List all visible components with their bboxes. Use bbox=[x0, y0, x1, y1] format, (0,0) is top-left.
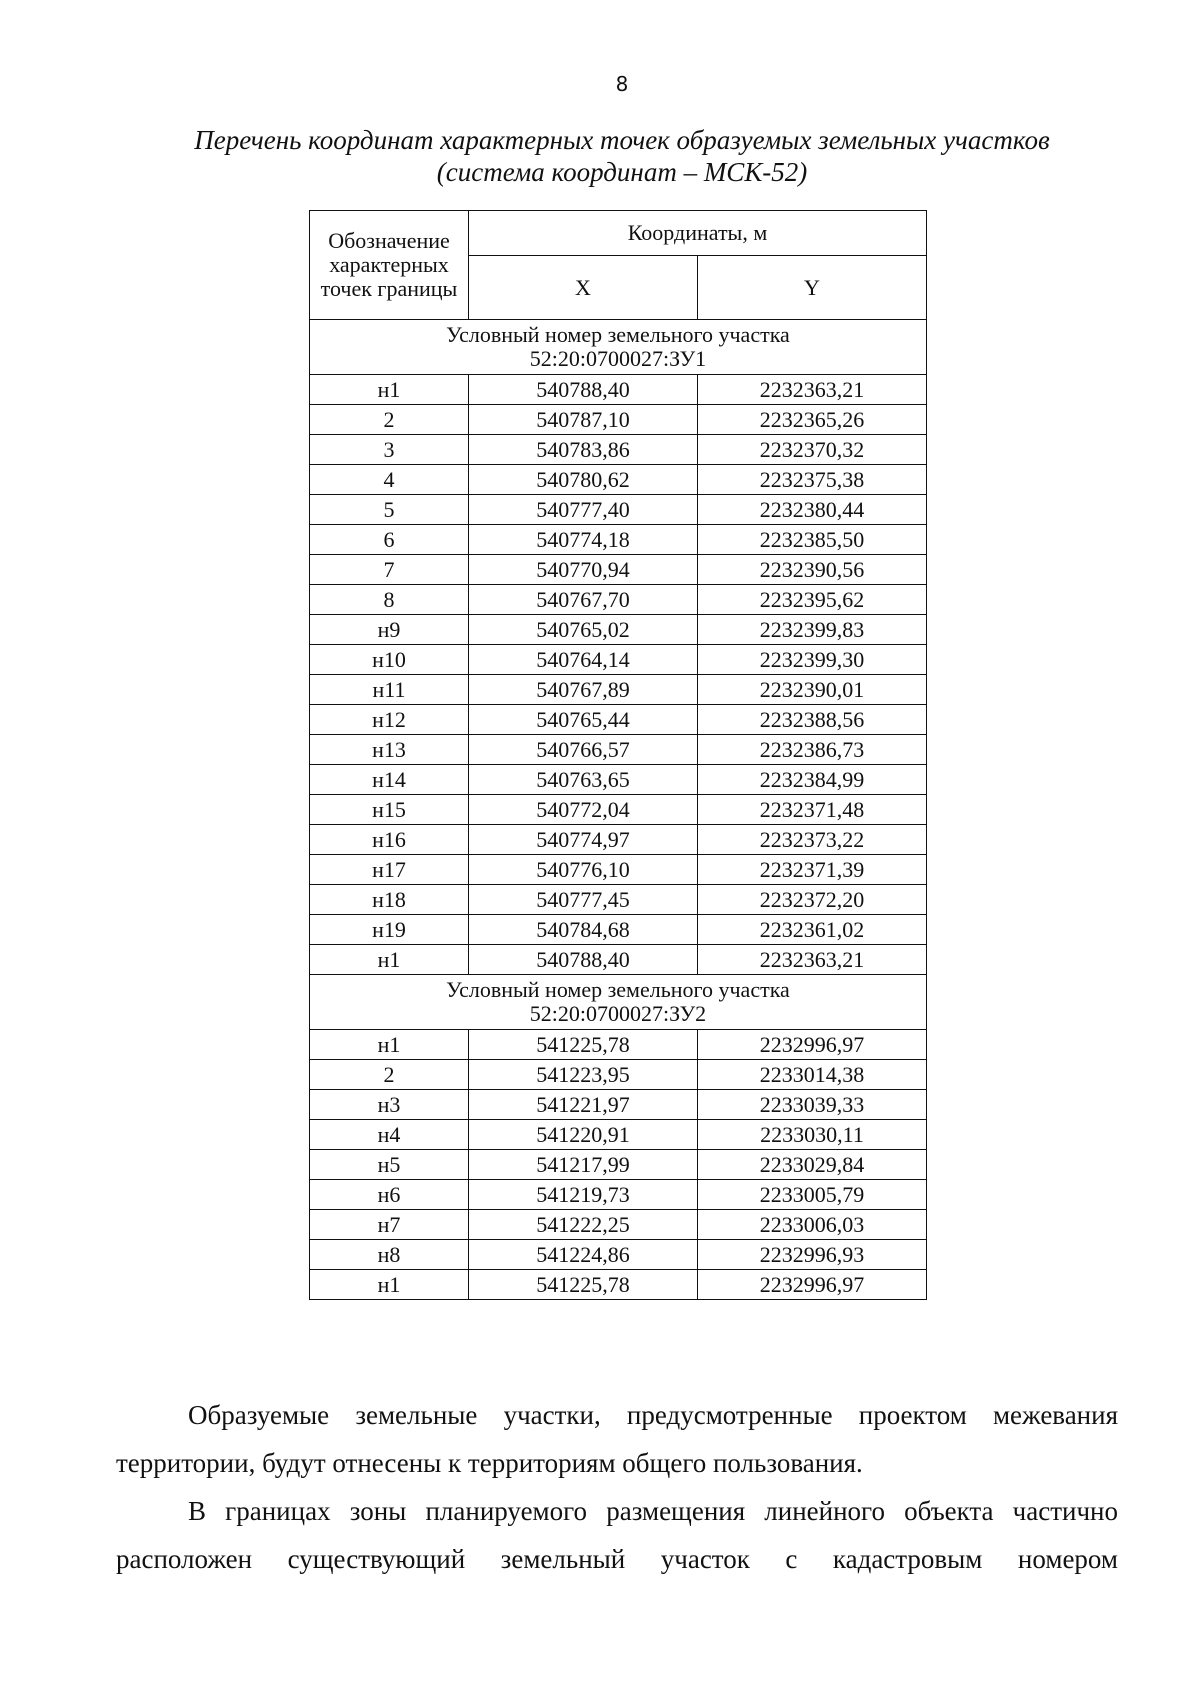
y-cell: 2232371,48 bbox=[698, 795, 927, 825]
x-cell: 540774,97 bbox=[469, 825, 698, 855]
y-cell: 2232385,50 bbox=[698, 525, 927, 555]
x-cell: 540770,94 bbox=[469, 555, 698, 585]
section-title bbox=[310, 975, 927, 1030]
x-cell: 540765,44 bbox=[469, 705, 698, 735]
table-row bbox=[310, 1060, 927, 1090]
point-cell: н9 bbox=[310, 615, 469, 645]
x-cell: 540767,89 bbox=[469, 675, 698, 705]
y-cell: 2232996,97 bbox=[698, 1030, 927, 1060]
y-cell: 2232399,83 bbox=[698, 615, 927, 645]
point-cell: 6 bbox=[310, 525, 469, 555]
x-cell: 541217,99 bbox=[469, 1150, 698, 1180]
y-cell: 2233014,38 bbox=[698, 1060, 927, 1090]
title-line-1: Перечень координат характерных точек образуемых земельных участков bbox=[194, 125, 1050, 155]
x-cell: 540776,10 bbox=[469, 855, 698, 885]
y-cell: 2232380,44 bbox=[698, 495, 927, 525]
table-row bbox=[310, 645, 927, 675]
y-cell: 2233030,11 bbox=[698, 1120, 927, 1150]
table-row bbox=[310, 765, 927, 795]
header-y: Y bbox=[698, 256, 927, 320]
table-row bbox=[310, 735, 927, 765]
y-cell: 2232386,73 bbox=[698, 735, 927, 765]
point-cell: н11 bbox=[310, 675, 469, 705]
table-row bbox=[310, 885, 927, 915]
section-title-line-2: 52:20:0700027:ЗУ2 bbox=[529, 1001, 707, 1026]
y-cell: 2232370,32 bbox=[698, 435, 927, 465]
table-row bbox=[310, 495, 927, 525]
table-row bbox=[310, 405, 927, 435]
table-row bbox=[310, 1210, 927, 1240]
title-line-2: (система координат – МСК-52) bbox=[436, 157, 808, 187]
x-cell: 540787,10 bbox=[469, 405, 698, 435]
table-row bbox=[310, 375, 927, 405]
x-cell: 540763,65 bbox=[469, 765, 698, 795]
x-cell: 540774,18 bbox=[469, 525, 698, 555]
x-cell: 540788,40 bbox=[469, 945, 698, 975]
point-cell: н13 bbox=[310, 735, 469, 765]
x-cell: 540767,70 bbox=[469, 585, 698, 615]
x-cell: 541221,97 bbox=[469, 1090, 698, 1120]
y-cell: 2232371,39 bbox=[698, 855, 927, 885]
x-cell: 540766,57 bbox=[469, 735, 698, 765]
y-cell: 2232363,21 bbox=[698, 945, 927, 975]
y-cell: 2232996,93 bbox=[698, 1240, 927, 1270]
x-cell: 541222,25 bbox=[469, 1210, 698, 1240]
point-cell: н5 bbox=[310, 1150, 469, 1180]
x-cell: 541220,91 bbox=[469, 1120, 698, 1150]
x-cell: 540765,02 bbox=[469, 615, 698, 645]
table-header-row bbox=[310, 211, 927, 256]
y-cell: 2232395,62 bbox=[698, 585, 927, 615]
table-row bbox=[310, 705, 927, 735]
table-row bbox=[310, 525, 927, 555]
x-cell: 541225,78 bbox=[469, 1030, 698, 1060]
point-cell: 3 bbox=[310, 435, 469, 465]
paragraph-1 bbox=[116, 1391, 1118, 1487]
point-cell: н17 bbox=[310, 855, 469, 885]
point-cell: н6 bbox=[310, 1180, 469, 1210]
y-cell: 2232399,30 bbox=[698, 645, 927, 675]
x-cell: 540788,40 bbox=[469, 375, 698, 405]
y-cell: 2232375,38 bbox=[698, 465, 927, 495]
paragraph-2 bbox=[116, 1487, 1118, 1583]
point-cell: н1 bbox=[310, 945, 469, 975]
y-cell: 2232390,56 bbox=[698, 555, 927, 585]
point-cell: н10 bbox=[310, 645, 469, 675]
y-cell: 2232361,02 bbox=[698, 915, 927, 945]
y-cell: 2232363,21 bbox=[698, 375, 927, 405]
point-cell: н19 bbox=[310, 915, 469, 945]
section-title-line-1: Условный номер земельного участка bbox=[446, 322, 790, 347]
table-row bbox=[310, 675, 927, 705]
point-cell: н16 bbox=[310, 825, 469, 855]
table-row bbox=[310, 1180, 927, 1210]
point-cell: н1 bbox=[310, 1270, 469, 1300]
header-x: X bbox=[469, 256, 698, 320]
table-row bbox=[310, 615, 927, 645]
point-cell: н8 bbox=[310, 1240, 469, 1270]
paragraph-1-text: Образуемые земельные участки, предусмотренные проектом межевания территории, будут отнесены к территориям общего пользования. bbox=[116, 1400, 1118, 1478]
point-cell: 8 bbox=[310, 585, 469, 615]
table-row bbox=[310, 435, 927, 465]
point-cell: 2 bbox=[310, 1060, 469, 1090]
section-title bbox=[310, 320, 927, 375]
table-row bbox=[310, 855, 927, 885]
point-cell: н12 bbox=[310, 705, 469, 735]
section-header-row bbox=[310, 320, 927, 375]
y-cell: 2233005,79 bbox=[698, 1180, 927, 1210]
table-row bbox=[310, 1270, 927, 1300]
y-cell: 2233029,84 bbox=[698, 1150, 927, 1180]
table-row bbox=[310, 1240, 927, 1270]
section-title-line-1: Условный номер земельного участка bbox=[446, 977, 790, 1002]
y-cell: 2232373,22 bbox=[698, 825, 927, 855]
section-header-row bbox=[310, 975, 927, 1030]
section-title-line-2: 52:20:0700027:ЗУ1 bbox=[529, 346, 707, 371]
y-cell: 2233039,33 bbox=[698, 1090, 927, 1120]
table-row bbox=[310, 1150, 927, 1180]
table-row bbox=[310, 825, 927, 855]
y-cell: 2232996,97 bbox=[698, 1270, 927, 1300]
header-point-designation: Обозначение характерных точек границы bbox=[310, 211, 469, 320]
y-cell: 2232372,20 bbox=[698, 885, 927, 915]
table-row bbox=[310, 1120, 927, 1150]
x-cell: 540777,40 bbox=[469, 495, 698, 525]
table-row bbox=[310, 795, 927, 825]
point-cell: н1 bbox=[310, 1030, 469, 1060]
point-cell: н3 bbox=[310, 1090, 469, 1120]
x-cell: 540777,45 bbox=[469, 885, 698, 915]
point-cell: 2 bbox=[310, 405, 469, 435]
x-cell: 541223,95 bbox=[469, 1060, 698, 1090]
y-cell: 2232365,26 bbox=[698, 405, 927, 435]
coordinates-table-body bbox=[310, 211, 927, 1300]
y-cell: 2232390,01 bbox=[698, 675, 927, 705]
point-cell: н18 bbox=[310, 885, 469, 915]
x-cell: 540764,14 bbox=[469, 645, 698, 675]
point-cell: н15 bbox=[310, 795, 469, 825]
x-cell: 541225,78 bbox=[469, 1270, 698, 1300]
table-row bbox=[310, 1030, 927, 1060]
coordinates-table bbox=[309, 210, 927, 1300]
y-cell: 2232384,99 bbox=[698, 765, 927, 795]
paragraph-2-text: В границах зоны планируемого размещения линейного объекта частично расположен существующий земельный участок с кадастровым номером bbox=[116, 1496, 1118, 1574]
point-cell: 5 bbox=[310, 495, 469, 525]
point-cell: 4 bbox=[310, 465, 469, 495]
table-row bbox=[310, 585, 927, 615]
x-cell: 541224,86 bbox=[469, 1240, 698, 1270]
table-row bbox=[310, 1090, 927, 1120]
point-cell: 7 bbox=[310, 555, 469, 585]
x-cell: 540772,04 bbox=[469, 795, 698, 825]
page-title bbox=[0, 124, 1200, 188]
y-cell: 2233006,03 bbox=[698, 1210, 927, 1240]
point-cell: н4 bbox=[310, 1120, 469, 1150]
x-cell: 540780,62 bbox=[469, 465, 698, 495]
y-cell: 2232388,56 bbox=[698, 705, 927, 735]
page-number: 8 bbox=[615, 72, 629, 96]
x-cell: 540784,68 bbox=[469, 915, 698, 945]
point-cell: н14 bbox=[310, 765, 469, 795]
table-row bbox=[310, 555, 927, 585]
table-row bbox=[310, 465, 927, 495]
table-row bbox=[310, 915, 927, 945]
x-cell: 540783,86 bbox=[469, 435, 698, 465]
x-cell: 541219,73 bbox=[469, 1180, 698, 1210]
point-cell: н1 bbox=[310, 375, 469, 405]
header-coordinates: Координаты, м bbox=[469, 211, 927, 256]
table-row bbox=[310, 945, 927, 975]
point-cell: н7 bbox=[310, 1210, 469, 1240]
